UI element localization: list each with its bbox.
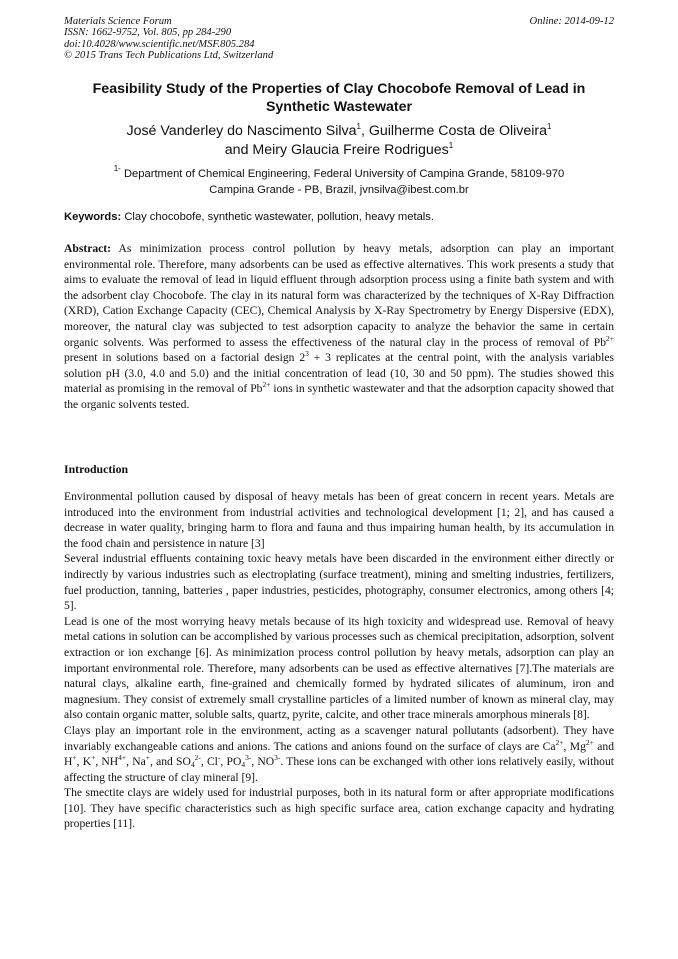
text-run: , and SO	[150, 755, 191, 769]
online-date: Online: 2014-09-12	[529, 16, 614, 27]
keywords-label: Keywords:	[64, 211, 122, 223]
text-run: Clays play an important role in the environment, acting as a scavenger natural pollutants (adsorbent). They have invariably exchangeable cations and anions. The cations and anions found on the surface of clays are Ca	[64, 723, 614, 753]
text-run: , Cl	[200, 755, 218, 769]
paper-title: Feasibility Study of the Properties of Clay Chocobofe Removal of Lead in Synthetic Wastewater	[92, 81, 586, 115]
author-name: Guilherme Costa de Oliveira	[368, 123, 548, 139]
text-run: , Mg	[563, 739, 586, 753]
abstract-text: As minimization process control pollution by heavy metals, adsorption can play an important environmental role. Therefore, many adsorbents can be used as effective alternatives. This work presents a study that aims to evaluate the removal of lead in liquid effluent through adsorption process using a finite bath system and with the adsorbent clay Chocobofe. The clay in its natural form was characterized by the techniques of X-Ray Diffraction (XRD), Cation Exchange Capacity (CEC), Chemical Analysis by X-Ray Spectrometry by Energy Dispersive (EDX), moreover, the natural clay was subjected to test adsorption capacity to analyze the behavior the same in certain organic solvents. Was performed to assess the effectiveness of the natural clay in the process of removal of Pb	[64, 242, 614, 349]
superscript: 3-	[245, 753, 252, 763]
affiliation-mark: 1	[448, 141, 454, 150]
journal-header	[64, 16, 273, 62]
keywords-text: Clay chocobofe, synthetic wastewater, pollution, heavy metals.	[124, 211, 434, 223]
paragraph: Lead is one of the most worrying heavy metals because of its high toxicity and widespread use. Removal of heavy metal cations in solution can be accomplished by various processes such as chemical precipitation, adsorption, solvent extraction or ion exchange [6]. As minimization process control pollution by heavy metals, adsorption can play an important environmental role. Therefore, many adsorbents can be used as effective alternatives [7].The materials are natural clays, alkaline earth, fine-grained and chemically formed by hydrated silicates of aluminum, iron and magnesium. They consist of extremely small crystalline particles of a limited number of known as mineral clay, may also contain organic matter, soluble salts, quartz, pyrite, calcite, and other trace minerals amorphous minerals [8].	[64, 614, 614, 722]
text-run: , PO	[220, 755, 242, 769]
paragraph: The smectite clays are widely used for industrial purposes, both in its natural form or after appropriate modifications [10]. They have specific characteristics such as high specific surface area, cation exchange capacity and hydrating properties [11].	[64, 786, 614, 831]
affiliation-mark: 1	[356, 122, 361, 131]
doi-line: doi:10.4028/www.scientific.net/MSF.805.284	[64, 38, 255, 50]
paragraph	[64, 723, 614, 785]
issn-line: ISSN: 1662-9752, Vol. 805, pp 284-290	[64, 27, 232, 39]
superscript: 2+	[585, 737, 594, 747]
paragraph: Several industrial effluents containing toxic heavy metals have been discarded in the environment either directly or indirectly by various industries such as electroplating (surface treatment), mining and smelting industries, fertilizers, fuel production, tanning, batteries , paper industries, pesticides, photography, consumer electronics, among others [4; 5].	[64, 552, 614, 613]
affiliation-mark: 1	[547, 122, 552, 131]
abstract-text: + 3 replicates at the central point, with the analysis variables solution pH (3.0, 4.0 and 5.0) and the initial concentration of lead (10, 30 and 50 ppm). The studies showed this material as promising in the removal of Pb	[64, 351, 614, 396]
superscript: -	[217, 753, 221, 763]
text-run: , NO	[251, 755, 275, 769]
superscript: 4+	[118, 753, 127, 763]
subscript: 4	[241, 760, 246, 770]
text-run: , Na	[126, 755, 146, 769]
abstract-label: Abstract:	[64, 242, 112, 255]
superscript: +	[91, 753, 96, 763]
paragraph: Environmental pollution caused by disposal of heavy metals has been of great concern in recent years. Metals are introduced into the environment from industrial activities and technological development [1; 2], and has caused a decrease in water quality, bringing harm to flora and fauna and thus impairing human health, by its accumulation in the food chain and persistence in nature [3]	[64, 490, 614, 550]
subscript: 4	[190, 760, 195, 770]
text-run: , K	[76, 755, 92, 769]
text-run: , NH	[95, 755, 119, 769]
author-separator: ,	[360, 123, 369, 139]
superscript: +	[145, 753, 150, 763]
superscript: 2-	[194, 753, 201, 763]
superscript: 2+	[606, 333, 614, 343]
affiliation-line: Department of Chemical Engineering, Federal University of Campina Grande, 58109-970	[123, 168, 565, 180]
affiliation-marker: 1-	[113, 164, 121, 173]
journal-name: Materials Science Forum	[64, 16, 172, 27]
abstract	[64, 241, 614, 413]
copyright-line: © 2015 Trans Tech Publications Ltd, Switzerland	[64, 50, 274, 62]
text-run: . These ions can be exchanged with other ions relatively easily, without affecting the structure of clay mineral [9].	[64, 755, 614, 784]
abstract-text: present in solutions based on a factorial design 2	[64, 351, 306, 365]
superscript: 3	[305, 349, 309, 359]
superscript: 2+	[555, 737, 564, 747]
author-name: José Vanderley do Nascimento Silva	[126, 123, 357, 139]
superscript: 2+	[262, 380, 271, 390]
section-heading: Introduction	[64, 462, 129, 476]
superscript: 3-	[274, 753, 281, 763]
text-run: and H	[64, 739, 615, 769]
keywords	[64, 210, 614, 225]
author-name: and Meiry Glaucia Freire Rodrigues	[224, 142, 449, 158]
superscript: +	[72, 753, 77, 763]
affiliation	[60, 164, 618, 198]
affiliation-line: Campina Grande - PB, Brazil, jvnsilva@ibest.com.br	[209, 183, 469, 196]
abstract-text: ions in synthetic wastewater and that the adsorption capacity showed that the organic solvents tested.	[64, 382, 614, 411]
author-list	[60, 122, 618, 160]
introduction-body	[64, 489, 614, 832]
